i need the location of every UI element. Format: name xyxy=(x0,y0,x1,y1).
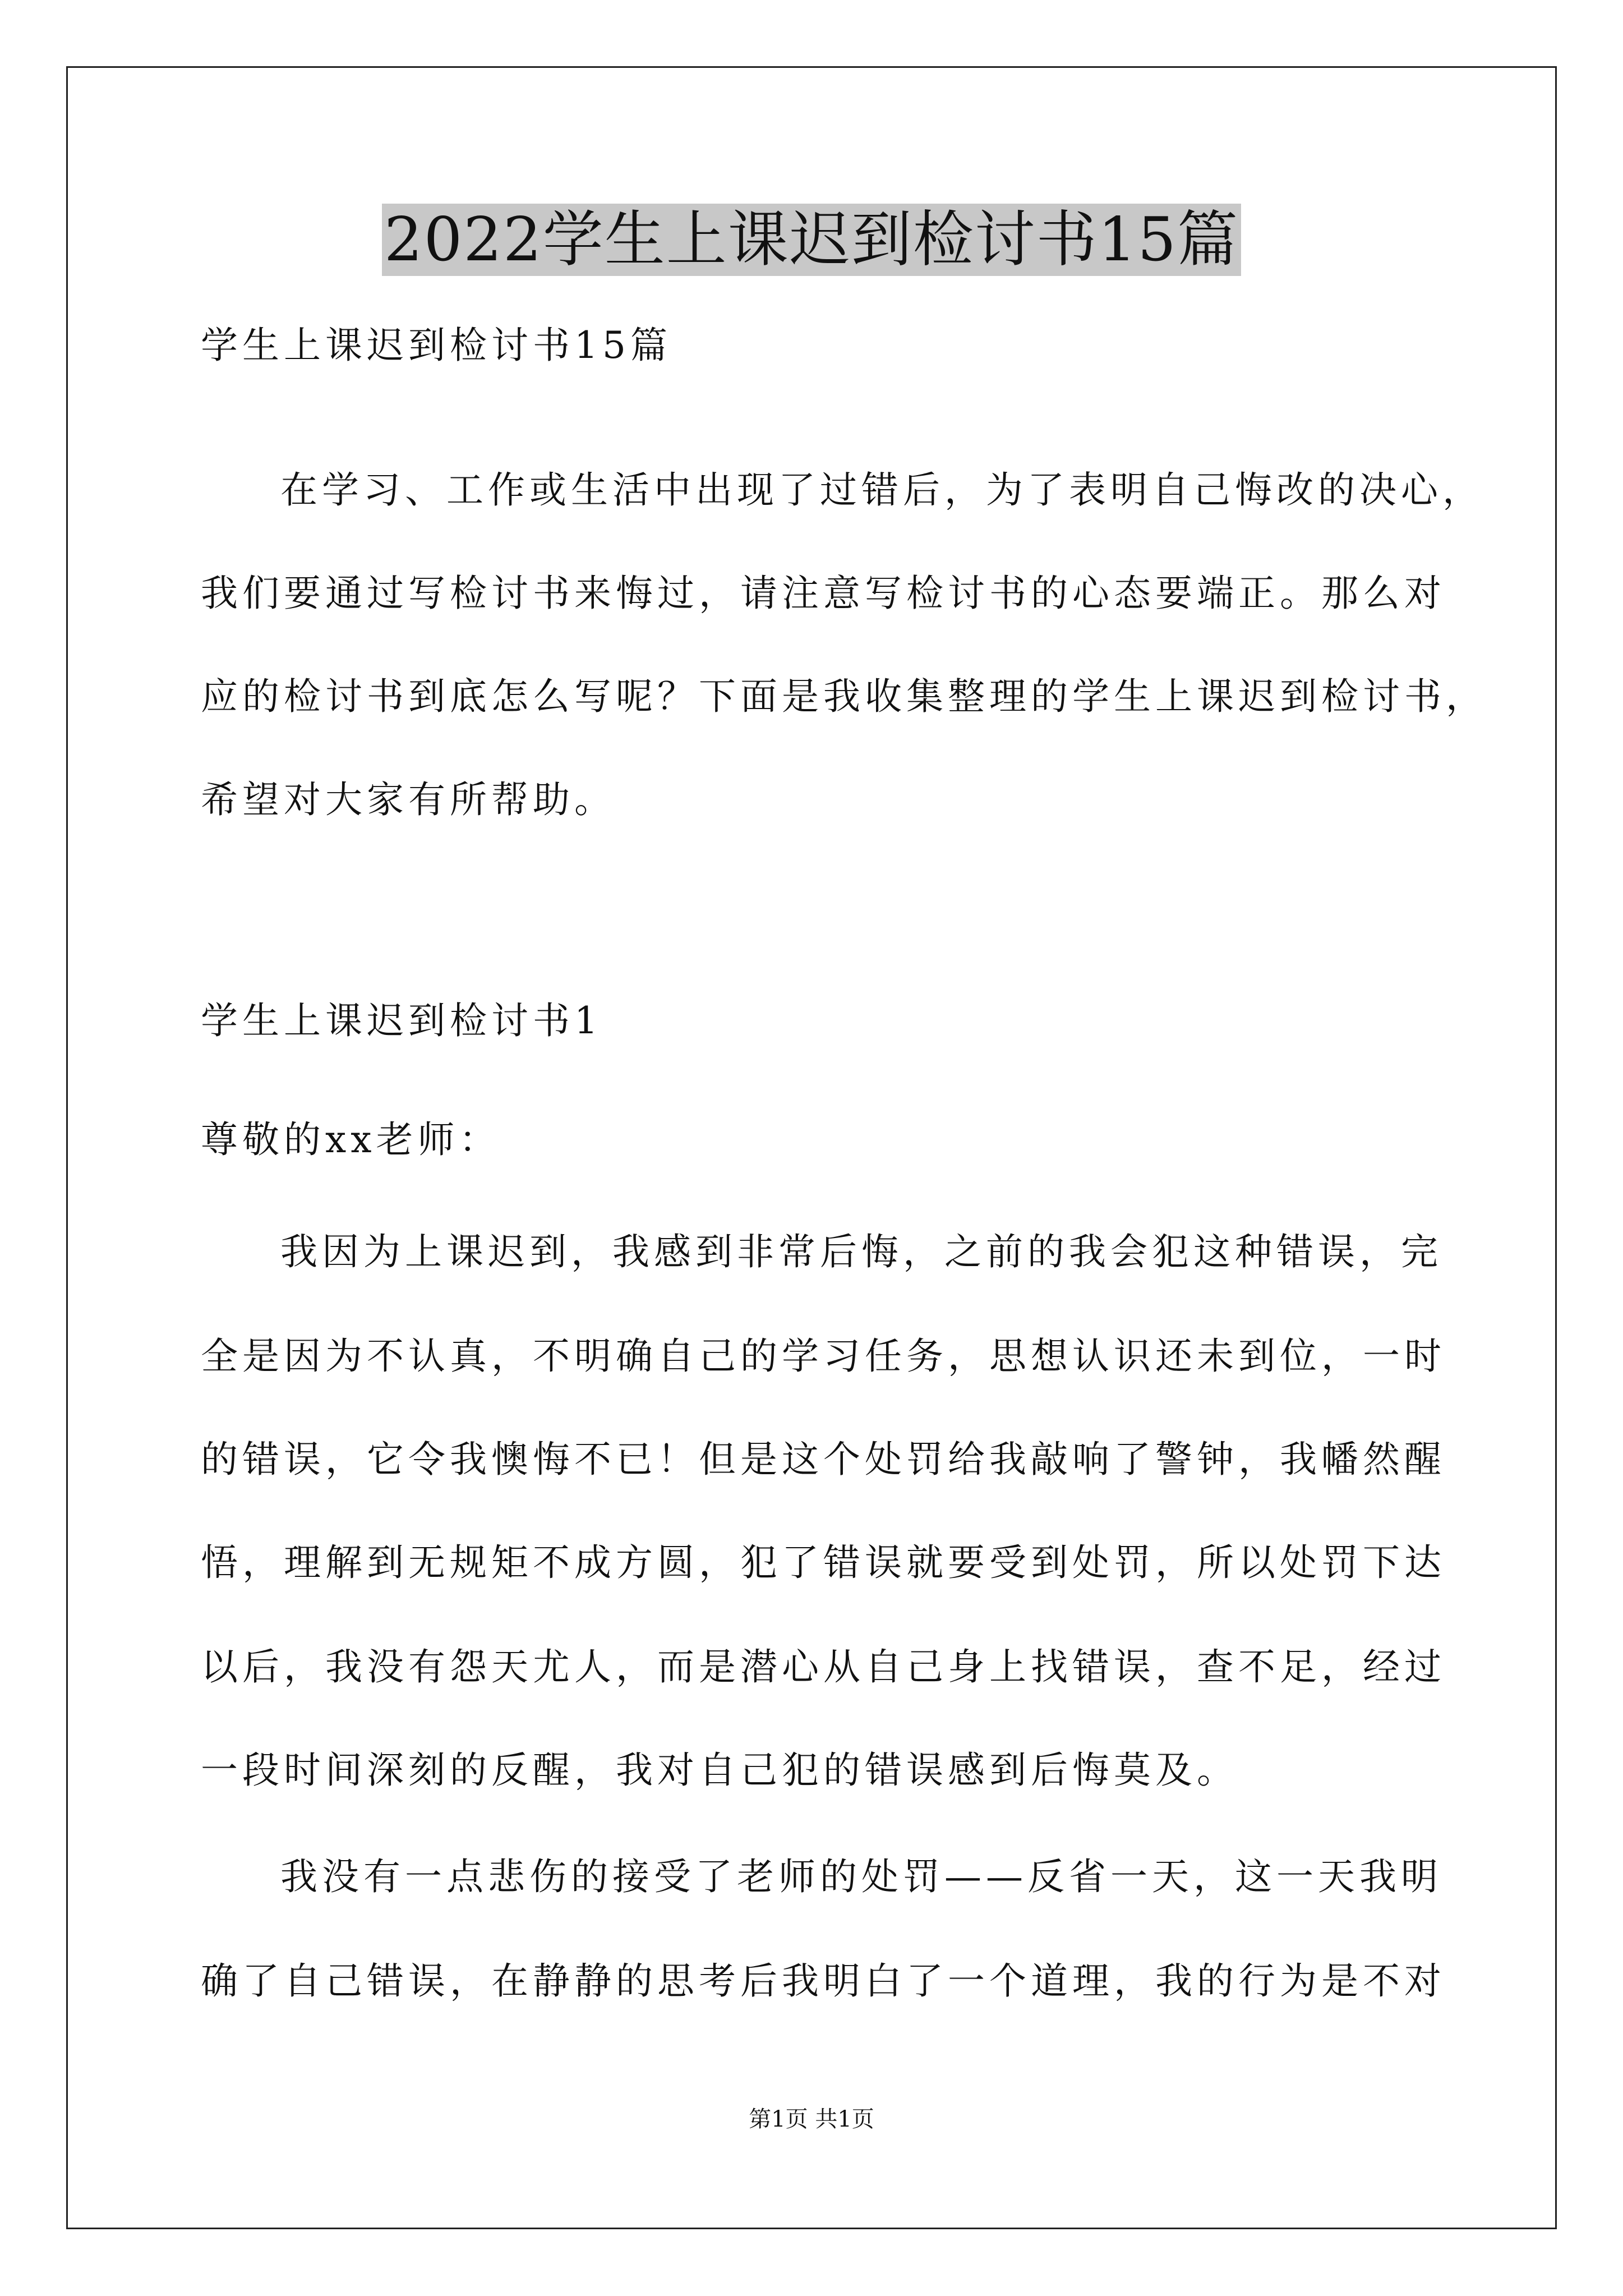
salutation: 尊敬的xx老师： xyxy=(201,1118,501,1161)
paragraph-line: 的错误，它令我懊悔不已！但是这个处罚给我敲响了警钟，我幡然醒 xyxy=(201,1438,1446,1481)
paragraph-line: 我因为上课迟到，我感到非常后悔，之前的我会犯这种错误，完 xyxy=(280,1230,1442,1273)
intro-line: 我们要通过写检讨书来悔过，请注意写检讨书的心态要端正。那么对 xyxy=(201,572,1446,615)
document-subtitle: 学生上课迟到检讨书15篇 xyxy=(201,324,672,367)
paragraph-line: 我没有一点悲伤的接受了老师的处罚——反省一天，这一天我明 xyxy=(280,1855,1442,1898)
intro-line: 希望对大家有所帮助。 xyxy=(201,778,616,821)
intro-line: 应的检讨书到底怎么写呢？下面是我收集整理的学生上课迟到检讨书， xyxy=(201,675,1487,718)
paragraph-line: 以后，我没有怨天尤人，而是潜心从自己身上找错误，查不足，经过 xyxy=(201,1645,1446,1688)
document-title-text: 2022学生上课迟到检讨书15篇 xyxy=(382,204,1241,276)
page-footer: 第1页 共1页 xyxy=(749,2106,874,2132)
intro-line: 在学习、工作或生活中出现了过错后，为了表明自己悔改的决心， xyxy=(280,468,1484,512)
paragraph-line: 一段时间深刻的反醒，我对自己犯的错误感到后悔莫及。 xyxy=(201,1749,1238,1792)
section-heading: 学生上课迟到检讨书1 xyxy=(201,999,602,1042)
paragraph-line: 确了自己错误，在静静的思考后我明白了一个道理，我的行为是不对 xyxy=(201,1959,1446,2003)
document-title xyxy=(0,203,1623,277)
paragraph-line: 全是因为不认真，不明确自己的学习任务，思想认识还未到位，一时 xyxy=(201,1335,1446,1378)
paragraph-line: 悟，理解到无规矩不成方圆，犯了错误就要受到处罚，所以处罚下达 xyxy=(201,1541,1446,1584)
